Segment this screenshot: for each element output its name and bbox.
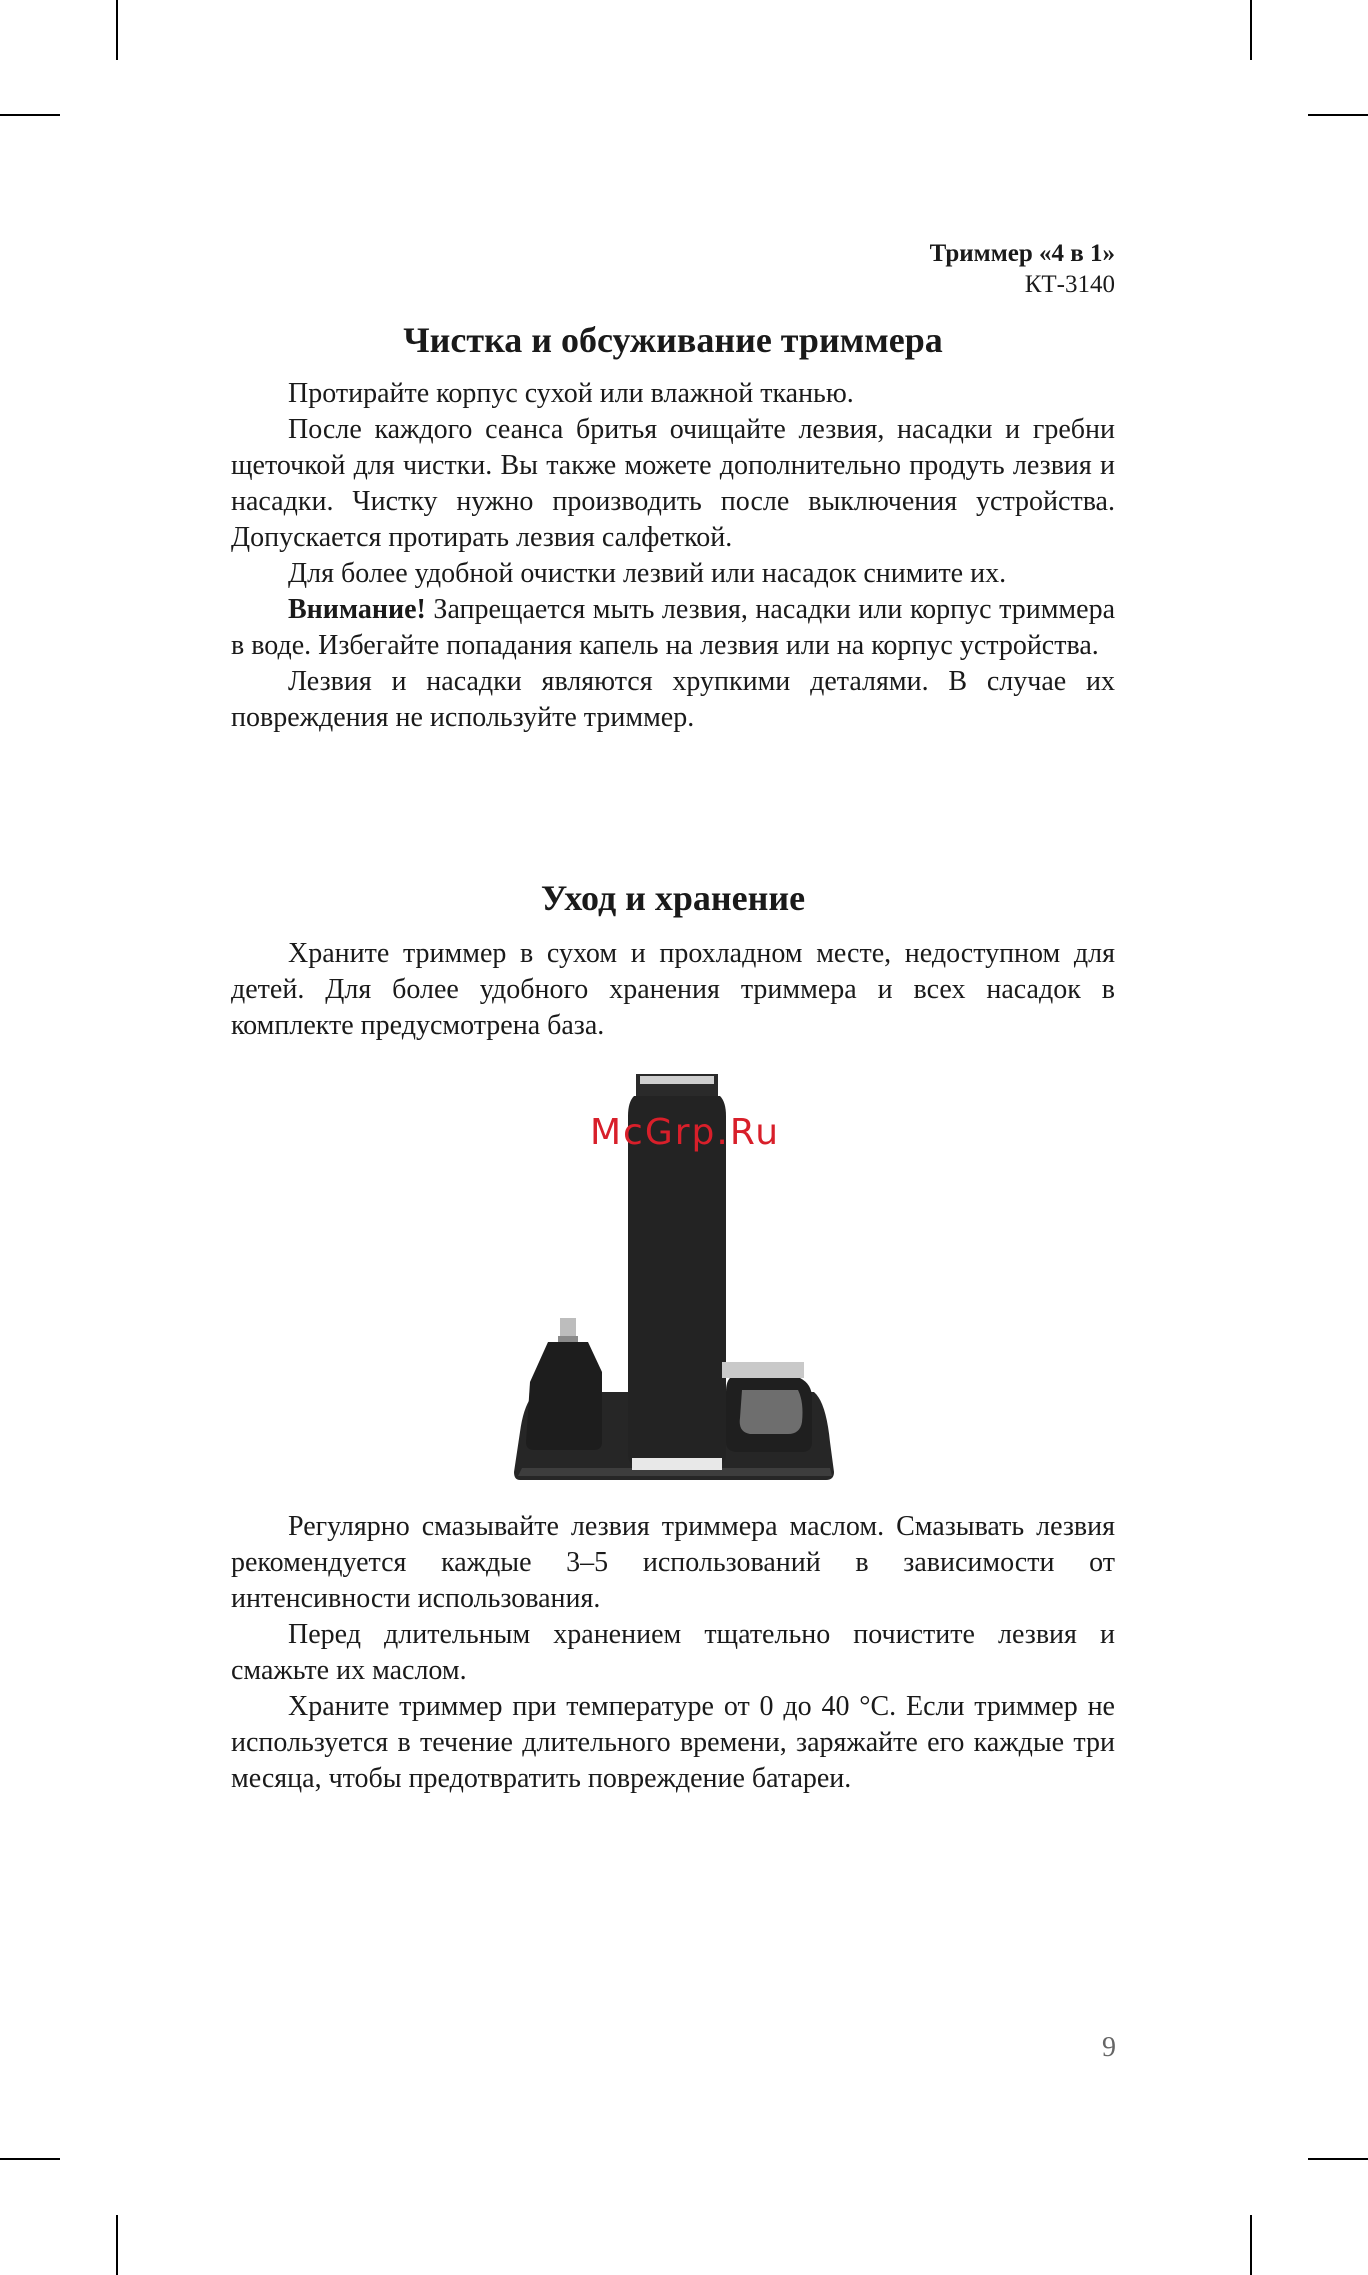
warning-text: Запрещается мыть лезвия, насадки или корпус триммера в воде. Избегайте попадания капель на лезвия или на корпус устройства. bbox=[231, 594, 1115, 661]
nose-trimmer-attachment bbox=[526, 1342, 602, 1450]
model-number: КТ-3140 bbox=[1024, 271, 1115, 298]
paragraph: Храните триммер в сухом и прохладном месте, недоступном для детей. Для более удобного хранения триммера и всех насадок в комплекте предусмотрена база. bbox=[231, 938, 1115, 1041]
foil-blade bbox=[722, 1362, 804, 1378]
product-name: Триммер «4 в 1» bbox=[929, 240, 1115, 267]
paragraph: Протирайте корпус сухой или влажной тканью. bbox=[288, 378, 854, 409]
nose-trimmer-ring bbox=[558, 1336, 578, 1342]
crop-mark bbox=[1308, 114, 1368, 116]
crop-mark bbox=[116, 2215, 118, 2275]
crop-mark bbox=[0, 2158, 60, 2160]
shaver-grille bbox=[740, 1390, 803, 1434]
cleaning-title: Чистка и обсуживание триммера bbox=[403, 320, 943, 360]
cleaning-section bbox=[231, 318, 1115, 736]
paragraph: Храните триммер при температуре от 0 до 40 °C. Если триммер не используется в течение длительного времени, заряжайте его каждые три месяца, чтобы предотвратить повреждение батареи. bbox=[231, 1691, 1115, 1794]
page-header bbox=[930, 238, 1115, 300]
paragraph: После каждого сеанса бритья очищайте лезвия, насадки и гребни щеточкой для чистки. Вы также можете дополнительно продуть лезвия и насадки. Чистку нужно производить после выключения устройства. Допускается протирать лезвия салфеткой. bbox=[231, 414, 1115, 553]
crop-mark bbox=[116, 0, 118, 60]
storage-section bbox=[231, 876, 1115, 1044]
watermark: McGrp.Ru bbox=[590, 1112, 781, 1153]
care-section bbox=[231, 1509, 1115, 1797]
crop-mark bbox=[1250, 0, 1252, 60]
warning-label: Внимание! bbox=[288, 594, 426, 625]
paragraph: Для более удобной очистки лезвий или насадок снимите их. bbox=[288, 558, 1007, 589]
trimmer-base-light bbox=[632, 1458, 722, 1470]
warning-paragraph bbox=[231, 592, 1115, 664]
page-number: 9 bbox=[1102, 2032, 1116, 2063]
crop-mark bbox=[1308, 2158, 1368, 2160]
paragraph: Регулярно смазывайте лезвия триммера маслом. Смазывать лезвия рекомендуется каждые 3–5 использований в зависимости от интенсивности использования. bbox=[231, 1511, 1115, 1614]
trimmer-blade bbox=[640, 1076, 714, 1084]
storage-title: Уход и хранение bbox=[540, 878, 806, 918]
paragraph: Перед длительным хранением тщательно почистите лезвия и смажьте их маслом. bbox=[231, 1619, 1115, 1686]
crop-mark bbox=[1250, 2215, 1252, 2275]
crop-mark bbox=[0, 114, 60, 116]
paragraph: Лезвия и насадки являются хрупкими деталями. В случае их повреждения не используйте триммер. bbox=[231, 666, 1115, 733]
